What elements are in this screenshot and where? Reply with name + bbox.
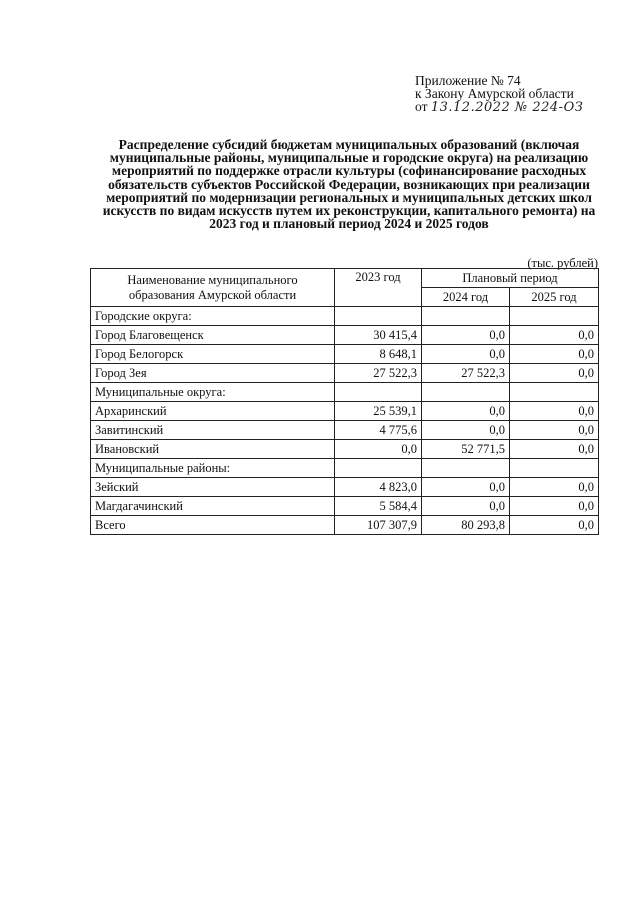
empty-cell xyxy=(335,307,422,326)
value-2025: 0,0 xyxy=(510,402,599,421)
header-municipality: Наименование муниципального образования Амурской области xyxy=(91,269,335,307)
value-2024: 0,0 xyxy=(422,421,510,440)
table-row xyxy=(91,440,599,459)
value-2025: 0,0 xyxy=(510,440,599,459)
table-row xyxy=(91,402,599,421)
value-2023: 30 415,4 xyxy=(335,326,422,345)
value-2025: 0,0 xyxy=(510,421,599,440)
value-2024: 0,0 xyxy=(422,345,510,364)
value-2023: 5 584,4 xyxy=(335,497,422,516)
value-2025: 0,0 xyxy=(510,364,599,383)
empty-cell xyxy=(422,383,510,402)
table-row xyxy=(91,497,599,516)
header-2024: 2024 год xyxy=(422,288,510,307)
value-2024: 0,0 xyxy=(422,478,510,497)
value-2024: 27 522,3 xyxy=(422,364,510,383)
group-label: Муниципальные районы: xyxy=(91,459,335,478)
value-2024: 0,0 xyxy=(422,326,510,345)
table-body xyxy=(91,307,599,535)
table-row xyxy=(91,345,599,364)
header-2025: 2025 год xyxy=(510,288,599,307)
value-2025: 0,0 xyxy=(510,497,599,516)
value-2025: 0,0 xyxy=(510,345,599,364)
municipality-name: Город Белогорск xyxy=(91,345,335,364)
municipality-name: Ивановский xyxy=(91,440,335,459)
total-2024: 80 293,8 xyxy=(422,516,510,535)
municipality-name: Город Зея xyxy=(91,364,335,383)
appendix-date-prefix: от xyxy=(415,99,428,114)
group-label: Городские округа: xyxy=(91,307,335,326)
value-2025: 0,0 xyxy=(510,478,599,497)
empty-cell xyxy=(510,383,599,402)
total-2025: 0,0 xyxy=(510,516,599,535)
appendix-date-line xyxy=(415,100,615,114)
municipality-name: Архаринский xyxy=(91,402,335,421)
appendix-law-reference: к Закону Амурской области xyxy=(415,86,574,101)
empty-cell xyxy=(335,459,422,478)
value-2023: 4 775,6 xyxy=(335,421,422,440)
municipality-name: Завитинский xyxy=(91,421,335,440)
header-2023: 2023 год xyxy=(335,269,422,307)
table-row xyxy=(91,326,599,345)
total-row xyxy=(91,516,599,535)
table-row xyxy=(91,478,599,497)
value-2023: 4 823,0 xyxy=(335,478,422,497)
total-label: Всего xyxy=(91,516,335,535)
group-row xyxy=(91,459,599,478)
value-2024: 0,0 xyxy=(422,402,510,421)
empty-cell xyxy=(422,307,510,326)
table-row xyxy=(91,364,599,383)
table-row xyxy=(91,421,599,440)
value-2023: 8 648,1 xyxy=(335,345,422,364)
value-2023: 25 539,1 xyxy=(335,402,422,421)
appendix-handwritten-date: 13.12.2022 № 224-ОЗ xyxy=(430,100,584,115)
appendix-number: Приложение № 74 xyxy=(415,73,521,88)
value-2024: 0,0 xyxy=(422,497,510,516)
empty-cell xyxy=(422,459,510,478)
total-2023: 107 307,9 xyxy=(335,516,422,535)
group-row xyxy=(91,307,599,326)
appendix-block xyxy=(415,74,615,114)
group-label: Муниципальные округа: xyxy=(91,383,335,402)
subsidy-table xyxy=(90,268,599,535)
empty-cell xyxy=(335,383,422,402)
value-2024: 52 771,5 xyxy=(422,440,510,459)
value-2025: 0,0 xyxy=(510,326,599,345)
group-row xyxy=(91,383,599,402)
municipality-name: Город Благовещенск xyxy=(91,326,335,345)
header-planning-period: Плановый период xyxy=(422,269,599,288)
empty-cell xyxy=(510,307,599,326)
document-title: Распределение субсидий бюджетам муниципальных образований (включая муниципальные районы, муниципальные и городские округа) на реализацию мероприятий по поддержке отрасли культуры (софинансирование расходных обязательств субъектов Российской Федерации, возникающих при реализации мероприятий по модернизации региональных и муниципальных детских школ искусств по видам искусств путем их реконструкции, капитального ремонта) на 2023 год и плановый период 2024 и 2025 годов xyxy=(102,137,596,232)
value-2023: 0,0 xyxy=(335,440,422,459)
units-label: (тыс. рублей) xyxy=(527,256,598,270)
municipality-name: Магдагачинский xyxy=(91,497,335,516)
empty-cell xyxy=(510,459,599,478)
municipality-name: Зейский xyxy=(91,478,335,497)
value-2023: 27 522,3 xyxy=(335,364,422,383)
